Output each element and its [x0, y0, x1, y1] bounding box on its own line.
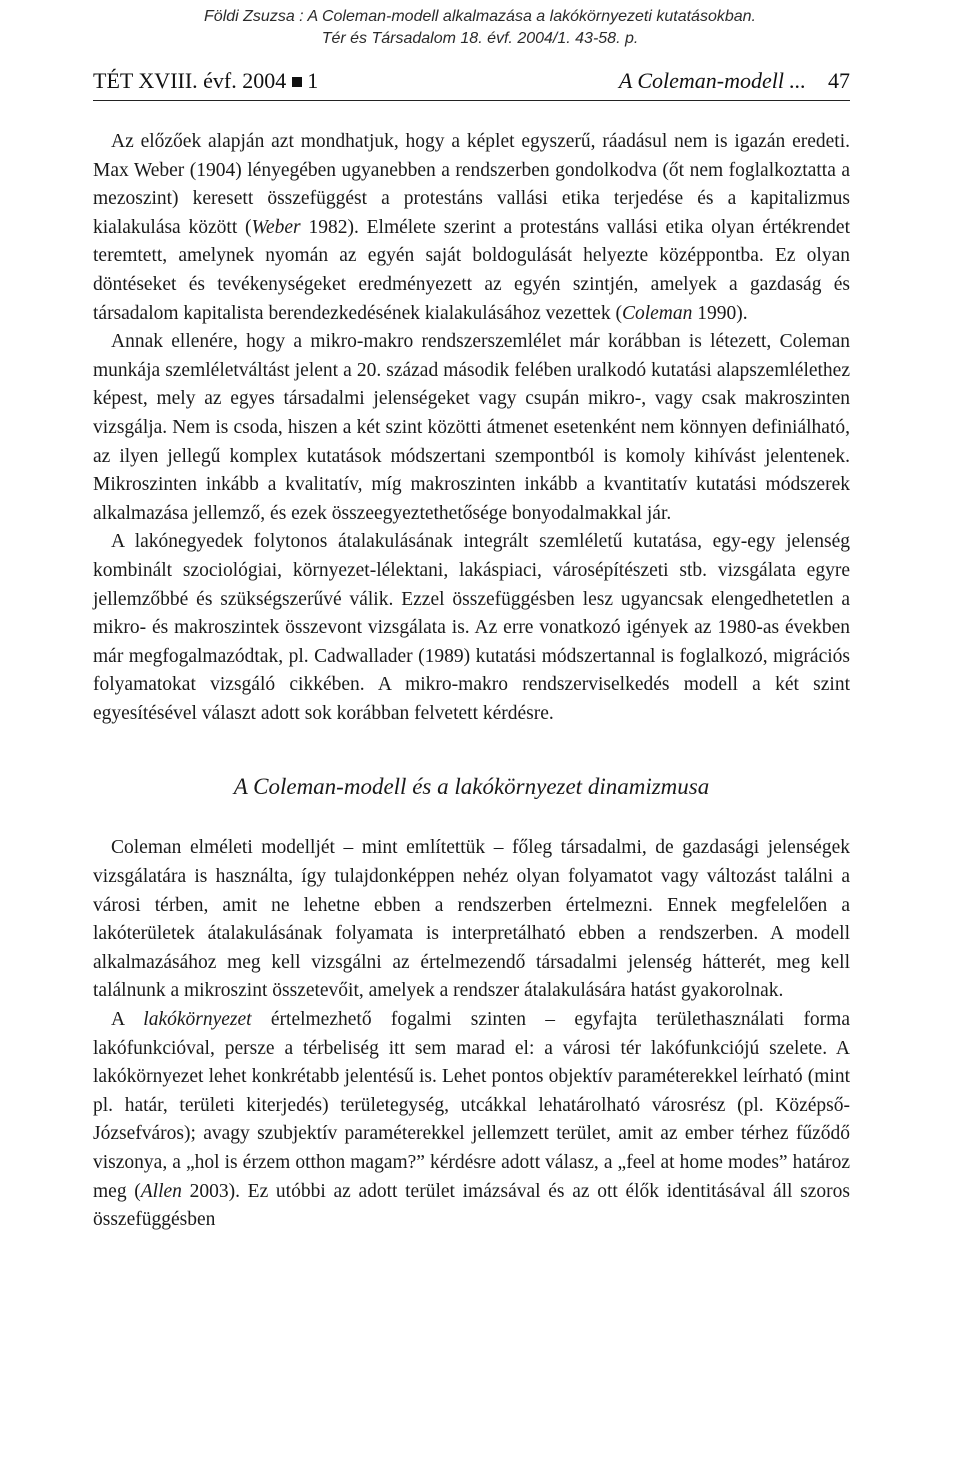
page-number: 47	[828, 68, 850, 93]
paragraph-1	[93, 128, 850, 328]
paragraph-5-text-c: 2003). Ez utóbbi az adott terület imázsával és az ott élők identitásával áll szoros összefüggésben	[93, 1180, 850, 1231]
citation-weber: Weber	[251, 216, 301, 238]
journal-volume: TÉT XVIII. évf. 2004	[93, 68, 287, 93]
section-title: A Coleman-modell és a lakókörnyezet dinamizmusa	[233, 774, 710, 800]
paragraph-2: Annak ellenére, hogy a mikro-makro rendszerszemlélet már korábban is létezett, Coleman munkája szemléletváltást jelent a 20. század második felében uralkodó kutatási alapszemlélethez képest, mely az egyes társadalmi jelenségeket vagy csupán mikro-, vagy csak makroszinten vizsgálja. Nem is csoda, hiszen a két szint közötti átmenet esetenként nem könnyen definiálható, az ilyen jellegű komplex kutatások módszertani szempontból is komoly kihívást jelentenek. Mikroszinten inkább a kvalitatív, míg makroszinten inkább a kvantitatív kutatási módszerek alkalmazása jellemző, és ezek összeegyeztethetősége bonyodalmakkal jár.	[93, 331, 850, 524]
paragraph-5-text-a: A	[111, 1009, 144, 1031]
journal-issue: 1	[307, 68, 319, 93]
citation-allen: Allen	[140, 1180, 182, 1202]
source-citation	[0, 6, 960, 50]
paragraph-5-text-b: értelmezhető fogalmi szinten – egyfajta területhasználati forma lakófunkcióval, persze a térbeliség itt sem marad el: a városi tér lakófunkciójú szelete. A lakókörnyezet lehet konkrétabb jelentésű is. Lehet pontos objektív paraméterekkel leírható (mint pl. határ, területi kiterjedés) területegység, utcákkal lehatárolható városrész (pl. Középső-Józsefváros); avagy szubjektív paraméterekkel jellemzett terület, amit az ember térhez fűződő viszonya, a „hol is érzem otthon magam?” kérdésre adott válasz, a „feel at home modes” határoz meg (	[93, 1009, 850, 1202]
paragraph-1-text-c: 1990).	[692, 302, 748, 324]
citation-line-1: Földi Zsuzsa : A Coleman-modell alkalmazása a lakókörnyezeti kutatásokban.	[204, 8, 756, 25]
paragraph-5	[93, 1006, 850, 1235]
square-bullet-icon	[292, 77, 302, 87]
paragraph-1-text-b: 1982). Elmélete szerint a protestáns vallási etika olyan értékrendet teremtett, amelynek nyomán az egyén saját boldogulását helyezte középpontba. Ez olyan döntéseket és tevékenységeket eredményezett az egyén szintjén, amelyek a gazdaság és társadalom kapitalista berendezkedésének kialakulásához vezettek (	[93, 216, 850, 324]
citation-coleman: Coleman	[621, 302, 693, 324]
running-header	[93, 66, 850, 101]
article-body	[93, 128, 850, 1235]
citation-line-2: Tér és Társadalom 18. évf. 2004/1. 43-58. p.	[321, 30, 639, 47]
journal-info	[93, 68, 318, 94]
article-info	[619, 68, 850, 94]
term-lakokornyezet: lakókörnyezet	[143, 1009, 252, 1031]
paragraph-1-text-a: Az előzőek alapján azt mondhatjuk, hogy a képlet egyszerű, ráadásul nem is igazán eredeti. Max Weber (1904) lényegében ugyanebben a rendszerben gondolkodva (őt nem foglalkoztatta a mezoszint) keresett összefüggést a protestáns vallási etika terjedése és a kapitalizmus kialakulása között (	[93, 131, 850, 238]
running-title: A Coleman-modell ...	[618, 68, 806, 93]
paragraph-3: A lakónegyedek folytonos átalakulásának integrált szemléletű kutatása, egy-egy jelenség kombinált szociológiai, környezet-lélektani, lakáspiaci, városépítészeti stb. vizsgálata egyre jellemzőbbé és szükségszerűvé válik. Ezzel összefüggésben lesz ugyancsak elengedhetetlen a mikro- és makroszintek összevont vizsgálata is. Az erre vonatkozó igények az 1980-as években már megfogalmazódtak, pl. Cadwallader (1989) kutatási módszertannal is foglalkozó, migrációs folyamatokat vizsgáló cikkében. A mikro-makro rendszerviselkedés modell a két szint egyesítésével választ adott sok korábban felvetett kérdésre.	[93, 531, 850, 724]
paragraph-4: Coleman elméleti modelljét – mint említettük – főleg társadalmi, de gazdasági jelenségek vizsgálatára is használta, így tulajdonképpen nehéz olyan folyamatot vagy változást találni a városi térben, amit ne lehetne ebben a rendszerben értelmezni. Ennek megfelelően a lakóterületek átalakulásának folyamata is interpretálható ebben a rendszerben. A modell alkalmazásához meg kell vizsgálni az értelmezendő társadalmi jelenség hátterét, meg kell találnunk a mikroszint összetevőit, amelyek a rendszer átalakulására hatást gyakorolnak.	[93, 837, 850, 1002]
